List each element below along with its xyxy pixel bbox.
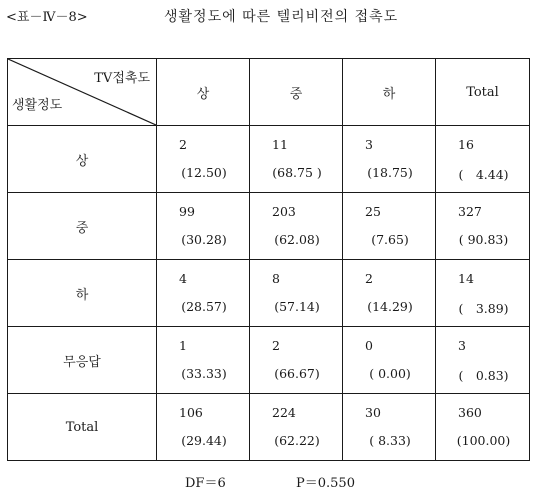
table-row [8,327,530,394]
cell-percent: (30.28) [181,232,227,247]
corner-column-label: TV접촉도 [94,71,150,86]
degrees-of-freedom: DF＝6 [185,476,226,491]
cell-count: 203 [272,204,296,219]
cell-percent: ( 3.89) [458,301,509,316]
cell-percent: (66.67) [274,366,320,381]
cell-count: 327 [458,204,482,219]
cell-percent: ( 90.83) [458,232,509,247]
data-cell [157,327,250,394]
data-cell [436,126,530,193]
row-header: 상 [8,126,157,193]
table-row [8,126,530,193]
cell-count: 25 [365,204,381,219]
p-value: P＝0.550 [296,476,355,491]
table-row [8,394,530,461]
cell-count: 224 [272,405,296,420]
table-row [8,260,530,327]
cell-count: 99 [179,204,195,219]
data-cell [250,193,343,260]
cell-count: 8 [272,271,280,286]
data-cell [343,327,436,394]
cell-percent: (7.65) [371,232,409,247]
cell-count: 2 [179,137,187,152]
data-cell [157,260,250,327]
table-label: <표－Ⅳ－8> [6,10,88,25]
cell-percent: (33.33) [181,366,227,381]
data-cell [250,260,343,327]
data-cell [250,327,343,394]
corner-cell [8,59,157,126]
cell-count: 4 [179,271,187,286]
cell-percent: (68.75 ) [272,165,322,180]
cell-percent: ( 0.83) [458,368,509,383]
cell-percent: (62.08) [274,232,320,247]
row-header: 중 [8,193,157,260]
cell-percent: ( 8.33) [369,433,411,448]
data-cell [250,394,343,461]
row-header: 하 [8,260,157,327]
cell-percent: (29.44) [181,433,227,448]
cell-count: 106 [179,405,203,420]
cell-percent: ( 4.44) [458,167,509,182]
cell-count: 14 [458,271,474,286]
cell-percent: (14.29) [367,299,413,314]
data-cell [436,327,530,394]
header-row [8,59,530,126]
cell-percent: (62.22) [274,433,320,448]
data-cell [343,394,436,461]
data-cell [157,394,250,461]
cell-count: 0 [365,338,373,353]
data-cell [157,126,250,193]
cell-count: 16 [458,137,474,152]
cell-percent: ( 0.00) [369,366,411,381]
data-cell [157,193,250,260]
cell-percent: (12.50) [181,165,227,180]
data-cell [436,193,530,260]
cell-count: 2 [365,271,373,286]
column-header: Total [436,59,530,126]
cell-count: 11 [272,137,288,152]
data-cell [343,193,436,260]
cell-count: 360 [458,405,482,420]
cell-count: 30 [365,405,381,420]
corner-row-label: 생활정도 [12,98,63,113]
cell-percent: (100.00) [456,433,511,448]
crosstab-table [7,58,530,461]
cell-count: 2 [272,338,280,353]
data-cell [436,260,530,327]
row-header: 무응답 [8,327,157,394]
column-header: 하 [343,59,436,126]
cell-count: 1 [179,338,187,353]
column-header: 상 [157,59,250,126]
row-header: Total [8,394,157,461]
cell-count: 3 [365,137,373,152]
data-cell [343,126,436,193]
data-cell [436,394,530,461]
column-header: 중 [250,59,343,126]
cell-percent: (28.57) [181,299,227,314]
data-cell [343,260,436,327]
cell-percent: (18.75) [367,165,413,180]
data-cell [250,126,343,193]
table-row [8,193,530,260]
table-title: 생활정도에 따른 텔리비전의 접촉도 [164,9,399,25]
cell-percent: (57.14) [274,299,320,314]
cell-count: 3 [458,338,466,353]
